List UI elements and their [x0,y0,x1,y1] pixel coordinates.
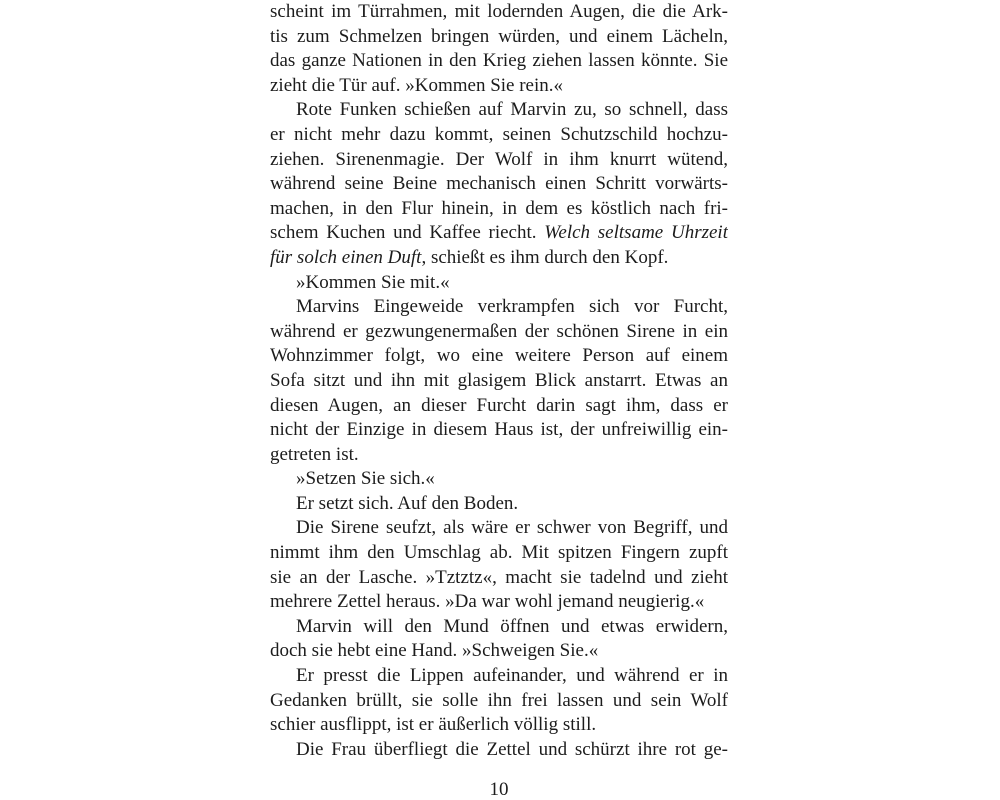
text-line: »Setzen Sie sich.« [296,468,435,490]
text-segment: schem Kuchen und Kaffee riecht. [270,222,545,244]
text-segment: , schießt es ihm durch den Kopf. [421,246,669,268]
text-line: das ganze Nationen in den Krieg ziehen lassen könnte. Sie [270,50,728,72]
text-line: »Kommen Sie mit.« [296,271,450,293]
text-line: während seine Beine mechanisch einen Schritt vorwärts- [270,173,728,195]
text-line: tis zum Schmelzen bringen würden, und einem Lächeln, [270,25,728,47]
italic-text-segment: Welch seltsame Uhrzeit [544,222,728,244]
text-line: Er presst die Lippen aufeinander, und während er in [296,665,728,687]
text-line: Die Frau überfliegt die Zettel und schürzt ihre rot ge- [296,738,728,760]
text-line: machen, in den Flur hinein, in dem es köstlich nach fri- [270,197,728,219]
text-line: schier ausflippt, ist er äußerlich völlig still. [270,714,597,736]
text-line: Rote Funken schießen auf Marvin zu, so schnell, dass [296,99,728,121]
text-line: mehrere Zettel heraus. »Da war wohl jemand neugierig.« [270,591,705,613]
italic-text-segment: für solch einen Duft [270,246,422,268]
text-line: sie an der Lasche. »Tztztz«, macht sie tadelnd und zieht [270,566,728,588]
text-line: nicht der Einzige in diesem Haus ist, der unfreiwillig ein- [270,419,728,441]
text-line: er nicht mehr dazu kommt, seinen Schutzschild hochzu- [270,123,728,145]
text-line: getreten ist. [270,443,359,465]
text-line: Marvins Eingeweide verkrampfen sich vor Furcht, [296,296,728,318]
text-line: Die Sirene seufzt, als wäre er schwer von Begriff, und [296,517,728,539]
text-line: Er setzt sich. Auf den Boden. [296,492,519,514]
text-line: nimmt ihm den Umschlag ab. Mit spitzen Fingern zupft [270,542,728,564]
text-line: ziehen. Sirenenmagie. Der Wolf in ihm knurrt wütend, [270,148,728,170]
text-line: scheint im Türrahmen, mit lodernden Augen, die die Ark- [270,1,728,22]
text-line [270,221,728,246]
page-number: 10 [489,779,509,800]
text-line: Marvin will den Mund öffnen und etwas erwidern, [296,615,728,637]
text-line: während er gezwungenermaßen der schönen Sirene in ein [270,320,728,342]
text-line: doch sie hebt eine Hand. »Schweigen Sie.« [270,640,599,662]
text-line: Sofa sitzt und ihn mit glasigem Blick anstarrt. Etwas an [270,369,728,391]
text-line: Gedanken brüllt, sie solle ihn frei lassen und sein Wolf [270,689,728,711]
text-column [270,0,728,762]
text-line: Wohnzimmer folgt, wo eine weitere Person auf einem [270,345,728,367]
text-line: diesen Augen, an dieser Furcht darin sagt ihm, dass er [270,394,728,416]
text-line [270,246,728,271]
text-line: zieht die Tür auf. »Kommen Sie rein.« [270,74,564,96]
